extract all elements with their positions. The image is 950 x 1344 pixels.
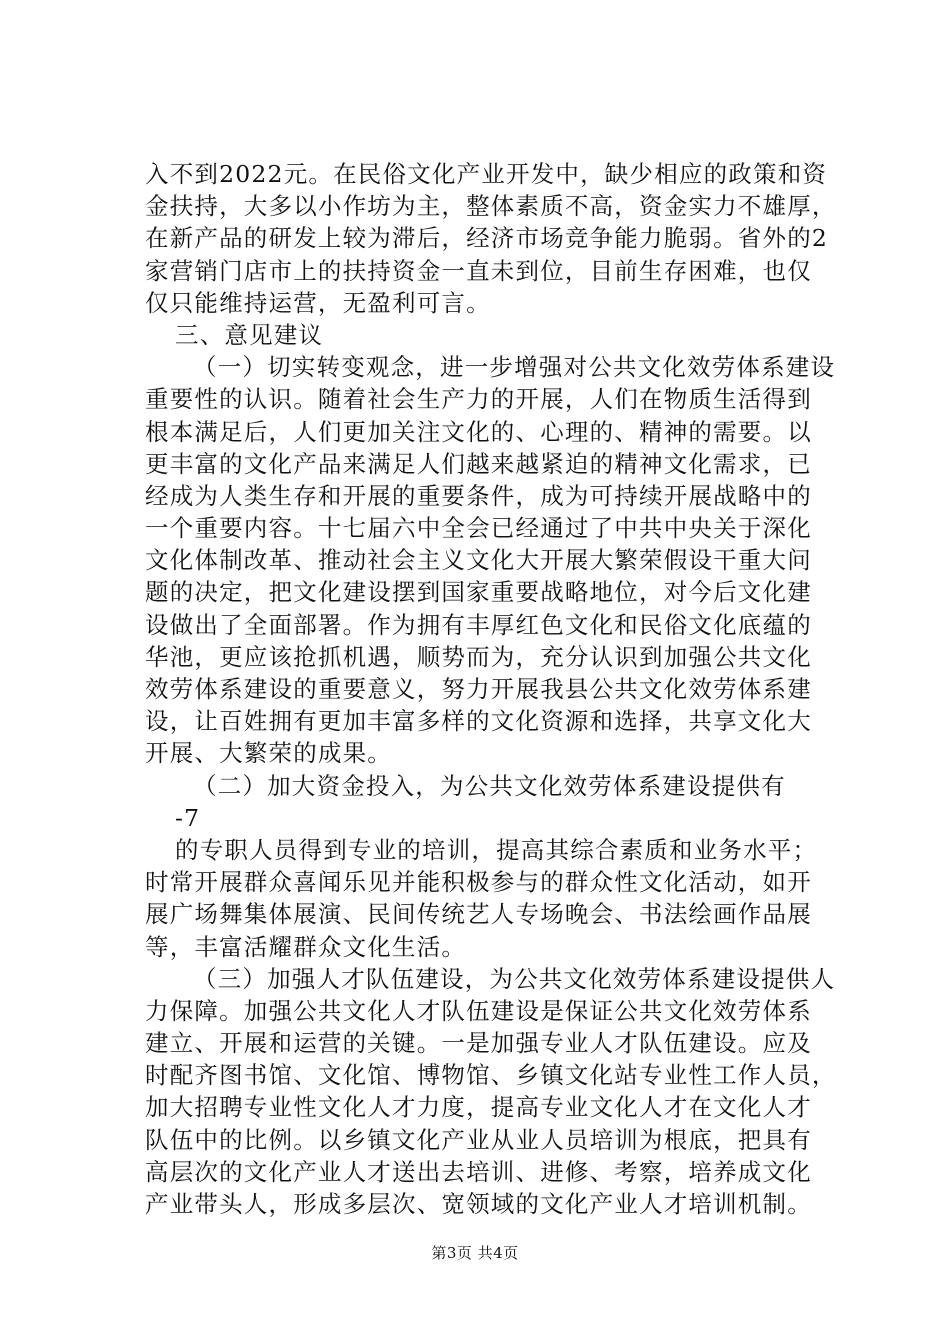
text-line: 仅只能维持运营，无盈利可言。 xyxy=(145,288,491,317)
text-line: 效劳体系建设的重要意义，努力开展我县公共文化效劳体系建 xyxy=(145,675,812,703)
text-line: 三、意见建议 xyxy=(175,320,324,349)
text-line: -7 xyxy=(175,803,201,832)
text-line: （三）加强人才队伍建设，为公共文化效劳体系建设提供人 xyxy=(193,964,836,993)
text-line: 加大招聘专业性文化人才力度，提高专业文化人才在文化人才 xyxy=(145,1093,812,1122)
text-line: 重要性的认识。随着社会生产力的开展，人们在物质生活得到 xyxy=(145,385,812,414)
text-line: 的专职人员得到专业的培训，提高其综合素质和业务水平； xyxy=(175,835,818,864)
page-footer: 第3页 共4页 xyxy=(431,1244,519,1262)
text-line: 建立、开展和运营的关键。一是加强专业人才队伍建设。应及 xyxy=(145,1029,812,1058)
text-line: 设，让百姓拥有更加丰富多样的文化资源和选择，共享文化大 xyxy=(145,707,812,736)
text-line: 华池，更应该抢抓机遇，顺势而为，充分认识到加强公共文化 xyxy=(145,642,812,671)
text-line: 题的决定，把文化建设摆到国家重要战略地位，对今后文化建 xyxy=(145,578,812,607)
text-line: 高层次的文化产业人才送出去培训、进修、考察，培养成文化 xyxy=(145,1157,812,1186)
text-line: 力保障。加强公共文化人才队伍建设是保证公共文化效劳体系 xyxy=(145,996,812,1025)
text-line: 根本满足后，人们更加关注文化的、心理的、精神的需要。以 xyxy=(145,417,812,446)
text-line: 家营销门店市上的扶持资金一直未到位，目前生存困难，也仅 xyxy=(145,256,812,285)
document-body xyxy=(145,158,845,1220)
text-line: 在新产品的研发上较为滞后，经济市场竞争能力脆弱。省外的2 xyxy=(145,224,829,253)
text-line: 展广场舞集体展演、民间传统艺人专场晚会、书法绘画作品展 xyxy=(145,900,812,929)
text-line: （一）切实转变观念，进一步增强对公共文化效劳体系建设 xyxy=(193,353,836,382)
text-line: 开展、大繁荣的成果。 xyxy=(145,739,392,768)
text-line: 经成为人类生存和开展的重要条件，成为可持续开展战略中的 xyxy=(145,481,812,510)
text-line: 文化体制改革、推动社会主义文化大开展大繁荣假设干重大问 xyxy=(145,546,812,575)
text-line: 队伍中的比例。以乡镇文化产业从业人员培训为根底，把具有 xyxy=(145,1125,812,1154)
text-line: 更丰富的文化产品来满足人们越来越紧迫的精神文化需求，已 xyxy=(145,449,812,478)
text-line: 等，丰富活耀群众文化生活。 xyxy=(145,932,467,961)
text-line: （二）加大资金投入，为公共文化效劳体系建设提供有 xyxy=(193,771,786,800)
text-line: 一个重要内容。十七届六中全会已经通过了中共中央关于深化 xyxy=(145,514,812,543)
text-line: 产业带头人，形成多层次、宽领域的文化产业人才培训机制。 xyxy=(145,1190,812,1218)
text-line: 时常开展群众喜闻乐见并能积极参与的群众性文化活动，如开 xyxy=(145,868,812,897)
text-line: 时配齐图书馆、文化馆、博物馆、乡镇文化站专业性工作人员， xyxy=(145,1061,837,1090)
text-line: 设做出了全面部署。作为拥有丰厚红色文化和民俗文化底蕴的 xyxy=(145,610,812,639)
text-line: 金扶持，大多以小作坊为主，整体素质不高，资金实力不雄厚， xyxy=(145,192,837,221)
text-line: 入不到2022元。在民俗文化产业开发中，缺少相应的政策和资 xyxy=(145,160,828,188)
